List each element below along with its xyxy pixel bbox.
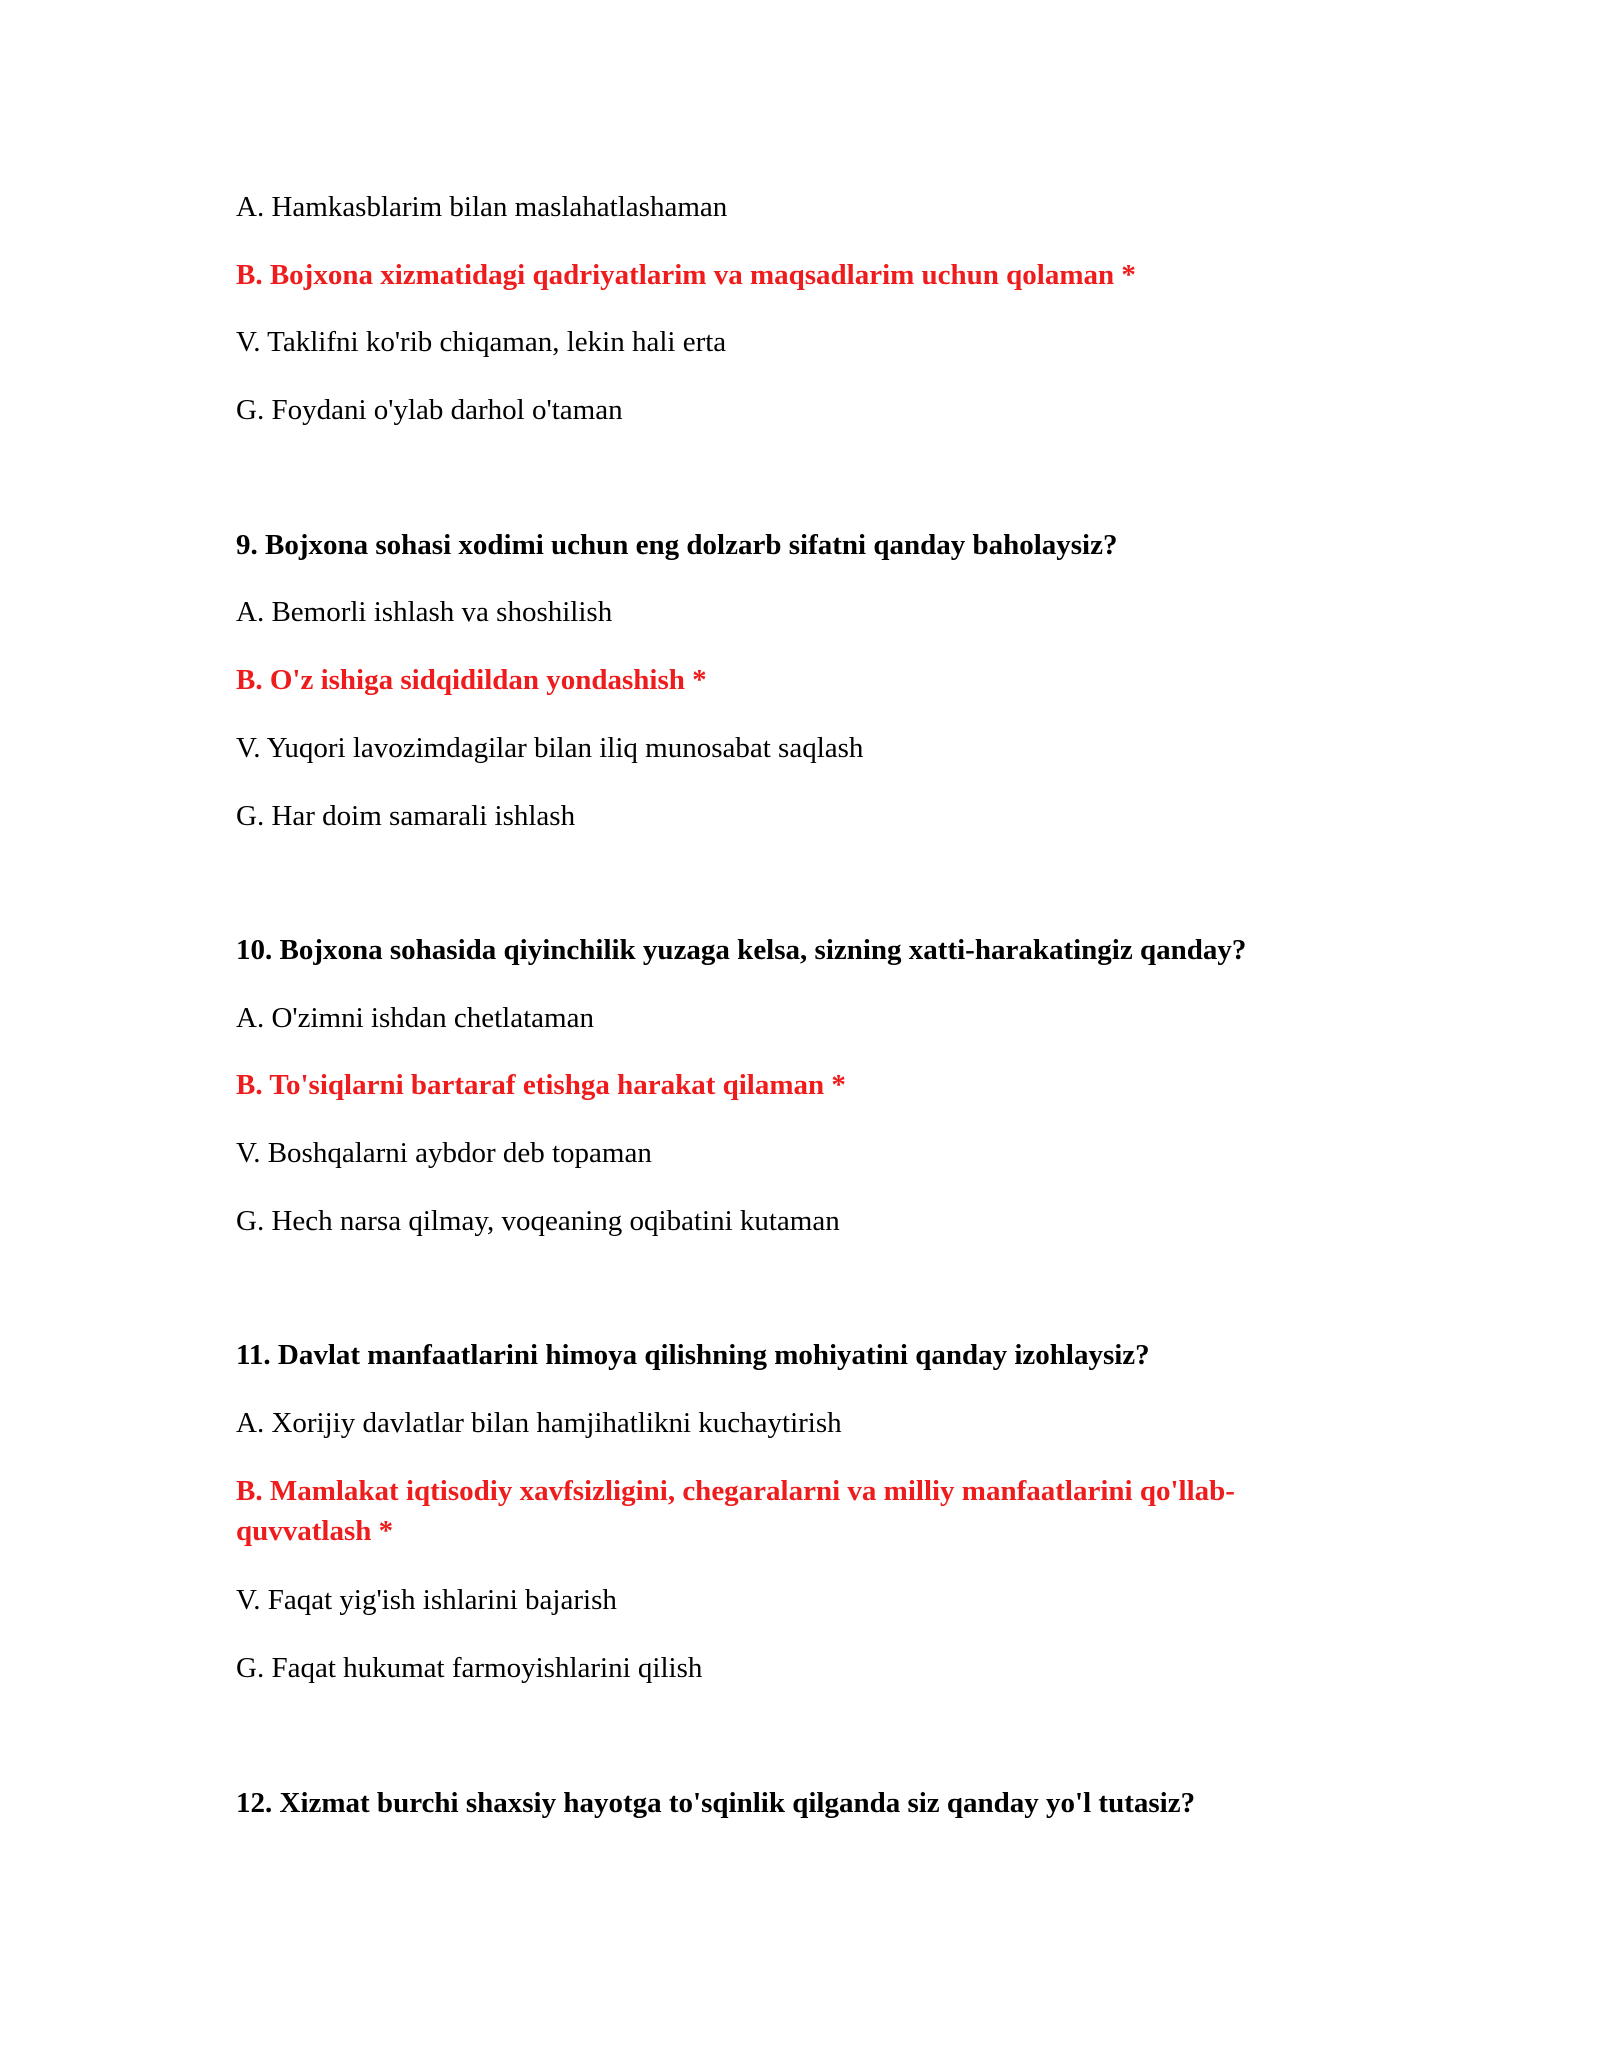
option-a: A. Xorijiy davlatlar bilan hamjihatlikni kuchaytirish	[236, 1407, 842, 1439]
question-12: 12. Xizmat burchi shaxsiy hayotga to'sqinlik qilganda siz qanday yo'l tutasiz?	[236, 1787, 1196, 1819]
option-v: V. Faqat yig'ish ishlarini bajarish	[236, 1584, 617, 1616]
option-v: V. Yuqori lavozimdagilar bilan iliq munosabat saqlash	[236, 732, 864, 764]
option-a: A. Bemorli ishlash va shoshilish	[236, 596, 613, 628]
option-b-correct: B. To'siqlarni bartaraf etishga harakat qilaman *	[236, 1069, 846, 1101]
option-v: V. Taklifni ko'rib chiqaman, lekin hali erta	[236, 326, 727, 358]
option-g: G. Hech narsa qilmay, voqeaning oqibatini kutaman	[236, 1205, 840, 1237]
option-g: G. Har doim samarali ishlash	[236, 800, 576, 832]
question-9: 9. Bojxona sohasi xodimi uchun eng dolzarb sifatni qanday baholaysiz?	[236, 529, 1118, 561]
option-b-correct: B. Bojxona xizmatidagi qadriyatlarim va maqsadlarim uchun qolaman *	[236, 259, 1136, 291]
option-b-correct: B. Mamlakat iqtisodiy xavfsizligini, chegaralarni va milliy manfaatlarini qo'llab-quvvatlash *	[236, 1475, 1235, 1547]
option-a: A. O'zimni ishdan chetlataman	[236, 1002, 594, 1034]
option-v: V. Boshqalarni aybdor deb topaman	[236, 1137, 652, 1169]
option-g: G. Foydani o'ylab darhol o'taman	[236, 394, 623, 426]
option-g: G. Faqat hukumat farmoyishlarini qilish	[236, 1652, 703, 1684]
question-10: 10. Bojxona sohasida qiyinchilik yuzaga kelsa, sizning xatti-harakatingiz qanday?	[236, 934, 1247, 966]
option-b-correct: B. O'z ishiga sidqidildan yondashish *	[236, 664, 707, 696]
option-a: A. Hamkasblarim bilan maslahatlashaman	[236, 191, 728, 223]
question-11: 11. Davlat manfaatlarini himoya qilishning mohiyatini qanday izohlaysiz?	[236, 1339, 1150, 1371]
